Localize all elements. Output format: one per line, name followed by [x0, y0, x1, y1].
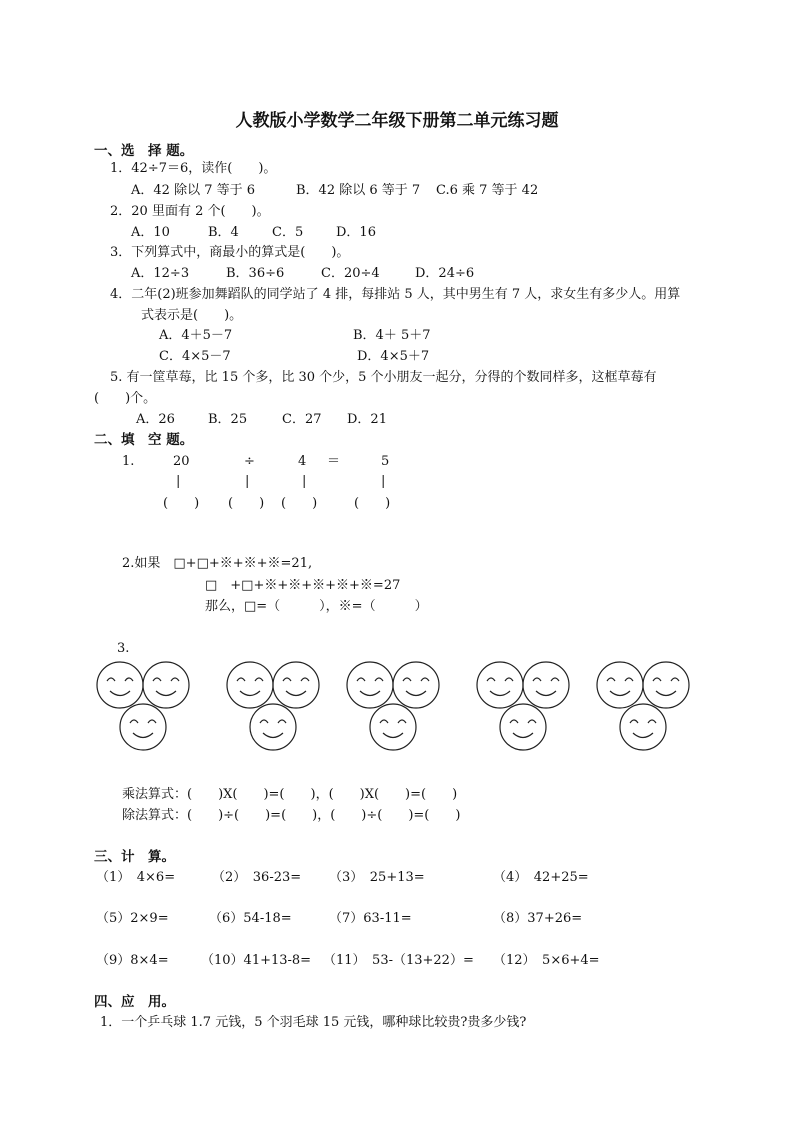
calc-item: （6）54-18=: [209, 911, 292, 926]
option-d: D．16: [336, 225, 376, 240]
smiley-group-3: [347, 662, 439, 750]
option-a: A．12÷3: [131, 266, 190, 281]
section-3-heading: 三、计 算。: [94, 849, 175, 865]
answer-blank-divisor[interactable]: ( ): [281, 496, 318, 511]
answer-blank-dividend[interactable]: ( ): [163, 496, 200, 511]
calc-item: （9）8×4=: [96, 953, 169, 968]
calc-item: （11） 53-（13+22）=: [323, 953, 474, 968]
calc-item: （12） 5×6+4=: [493, 953, 600, 968]
option-c: C．5: [272, 225, 304, 240]
connector-line: |: [176, 474, 181, 489]
option-b: B．4: [208, 225, 239, 240]
option-d: D．24÷6: [415, 266, 475, 281]
connector-line: |: [245, 474, 250, 489]
smiley-group-4: [477, 662, 569, 750]
question-2-3-number: 3.: [117, 641, 130, 656]
option-c: C．20÷4: [321, 266, 380, 281]
equation-divisor: 4: [298, 454, 307, 469]
option-a: A．10: [131, 225, 170, 240]
option-b: B．25: [208, 412, 248, 427]
equation-divide-sign: ÷: [244, 454, 255, 469]
section-4-heading: 四、应 用。: [94, 994, 175, 1010]
smiley-group-5: [597, 662, 689, 750]
calc-item: （3） 25+13=: [329, 870, 425, 885]
smiley-face-groups: [90, 655, 710, 760]
connector-line: |: [302, 474, 307, 489]
question-1-4: 4．二年(2)班参加舞蹈队的同学站了 4 排，每排站 5 人，其中男生有 7 人，求女生有多少人。用算: [110, 287, 681, 302]
section-1-heading: 一、选 择 题。: [94, 143, 194, 159]
multiplication-formula-line[interactable]: 乘法算式：( )Ⅹ( )=( )，( )Ⅹ( )=( ): [122, 787, 458, 802]
calc-item: （5）2×9=: [96, 911, 169, 926]
question-2-2: 2.如果 □+□+※+※+※=21,: [122, 556, 313, 571]
question-2-2-line2: □ +□+※+※+※+※+※=27: [205, 578, 401, 593]
question-1-1: 1．42÷7＝6，读作( )。: [110, 161, 277, 176]
calc-item: （2） 36-23=: [212, 870, 302, 885]
question-1-2: 2．20 里面有 2 个( )。: [110, 204, 270, 219]
calc-item: （4） 42+25=: [493, 870, 589, 885]
option-a: A．42 除以 7 等于 6: [131, 183, 256, 198]
question-1-5: 5. 有一筐草莓，比 15 个多，比 30 个少，5 个小朋友一起分，分得的个数同样多，这框草莓有: [110, 370, 657, 385]
equation-quotient: 5: [381, 454, 390, 469]
calc-item: （1） 4×6=: [96, 870, 176, 885]
question-1-5-cont: ( )个。: [94, 391, 157, 406]
equation-dividend: 20: [173, 454, 190, 469]
question-1-4-cont: 式表示是( )。: [141, 308, 243, 323]
question-2-2-answer[interactable]: 那么，□=（ ），※=（ ）: [205, 599, 428, 614]
smiley-group-2: [227, 662, 319, 750]
answer-blank-sign[interactable]: ( ): [228, 496, 265, 511]
option-d: D．21: [347, 412, 387, 427]
option-b: B．36÷6: [226, 266, 285, 281]
option-c: C.6 乘 7 等于 42: [436, 183, 539, 198]
option-c: C．27: [282, 412, 322, 427]
question-2-1-number: 1.: [122, 454, 135, 469]
option-d: D．4×5＋7: [357, 349, 430, 364]
connector-line: |: [381, 474, 386, 489]
calc-item: （10）41+13-8=: [201, 953, 312, 968]
question-4-1: 1．一个乒乓球 1.7 元钱，5 个羽毛球 15 元钱，哪种球比较贵?贵多少钱?: [100, 1015, 527, 1030]
question-1-3: 3．下列算式中，商最小的算式是( )。: [110, 245, 350, 260]
equation-equals: ＝: [327, 454, 341, 469]
option-a: A．26: [136, 412, 175, 427]
smiley-group-1: [97, 662, 189, 750]
answer-blank-quotient[interactable]: ( ): [354, 496, 391, 511]
option-b: B．42 除以 6 等于 7: [296, 183, 421, 198]
option-a: A．4＋5－7: [159, 328, 233, 343]
division-formula-line[interactable]: 除法算式：( )÷( )=( )，( )÷( )=( ): [122, 808, 461, 823]
section-2-heading: 二、填 空 题。: [94, 432, 194, 448]
page-title: 人教版小学数学二年级下册第二单元练习题: [235, 111, 559, 131]
option-c: C．4×5－7: [159, 349, 231, 364]
calc-item: （8）37+26=: [493, 911, 583, 926]
option-b: B．4＋ 5＋7: [353, 328, 431, 343]
calc-item: （7）63-11=: [329, 911, 412, 926]
